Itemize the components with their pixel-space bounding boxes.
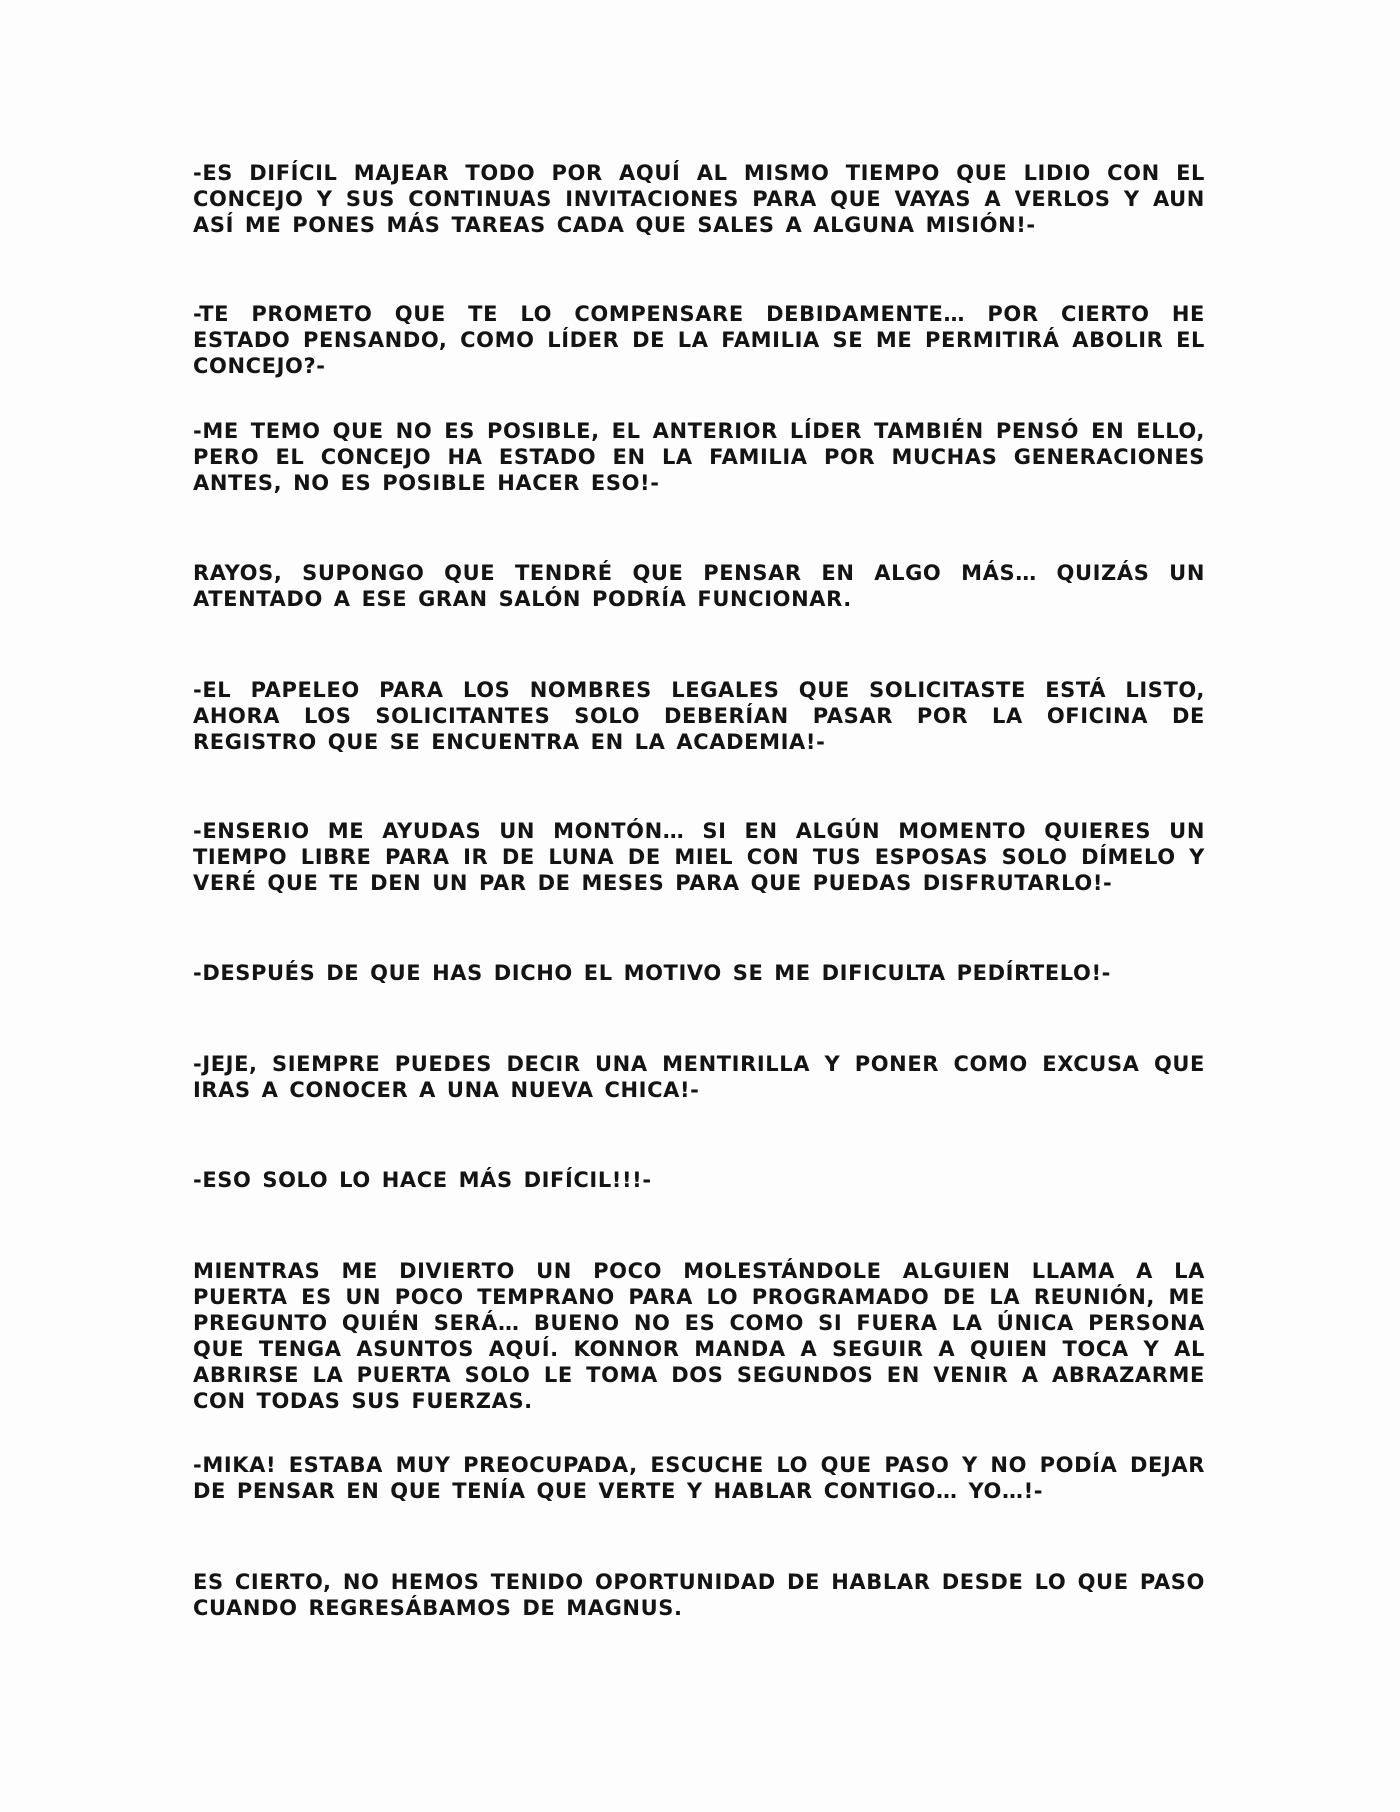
paragraph-10: MIENTRAS ME DIVIERTO UN POCO MOLESTÁNDOLE ALGUIEN LLAMA A LA PUERTA ES UN POCO TEMPRANO PARA LO PROGRAMADO DE LA REUNIÓN, ME PREGUNTO QUIÉN SERÁ… BUENO NO ES COMO SI FUERA LA ÚNICA PERSONA QUE TENGA ASUNTOS AQUÍ. KONNOR MANDA A SEGUIR A QUIEN TOCA Y AL ABRIRSE LA PUERTA SOLO LE TOMA DOS SEGUNDOS EN VENIR A ABRAZARME CON TODAS SUS FUERZAS. [193, 1259, 1205, 1413]
paragraph-2: -TE PROMETO QUE TE LO COMPENSARE DEBIDAMENTE… POR CIERTO HE ESTADO PENSANDO, COMO LÍDER DE LA FAMILIA SE ME PERMITIRÁ ABOLIR EL CONCEJO?- [193, 302, 1205, 378]
paragraph-6: -ENSERIO ME AYUDAS UN MONTÓN… SI EN ALGÚN MOMENTO QUIERES UN TIEMPO LIBRE PARA IR DE LUNA DE MIEL CON TUS ESPOSAS SOLO DÍMELO Y VERÉ QUE TE DEN UN PAR DE MESES PARA QUE PUEDAS DISFRUTARLO!- [193, 819, 1205, 895]
paragraph-12: ES CIERTO, NO HEMOS TENIDO OPORTUNIDAD DE HABLAR DESDE LO QUE PASO CUANDO REGRESÁBAMOS DE MAGNUS. [193, 1570, 1205, 1620]
paragraph-11: -MIKA! ESTABA MUY PREOCUPADA, ESCUCHE LO QUE PASO Y NO PODÍA DEJAR DE PENSAR EN QUE TENÍA QUE VERTE Y HABLAR CONTIGO… YO…!- [193, 1453, 1205, 1503]
paragraph-5: -EL PAPELEO PARA LOS NOMBRES LEGALES QUE SOLICITASTE ESTÁ LISTO, AHORA LOS SOLICITANTES SOLO DEBERÍAN PASAR POR LA OFICINA DE REGISTRO QUE SE ENCUENTRA EN LA ACADEMIA!- [193, 678, 1205, 754]
paragraph-4: RAYOS, SUPONGO QUE TENDRÉ QUE PENSAR EN ALGO MÁS… QUIZÁS UN ATENTADO A ESE GRAN SALÓN PODRÍA FUNCIONAR. [193, 561, 1205, 611]
paragraph-9: -ESO SOLO LO HACE MÁS DIFÍCIL!!!- [193, 1168, 652, 1192]
paragraph-8: -JEJE, SIEMPRE PUEDES DECIR UNA MENTIRILLA Y PONER COMO EXCUSA QUE IRAS A CONOCER A UNA NUEVA CHICA!- [193, 1052, 1205, 1102]
paragraph-3: -ME TEMO QUE NO ES POSIBLE, EL ANTERIOR LÍDER TAMBIÉN PENSÓ EN ELLO, PERO EL CONCEJO HA ESTADO EN LA FAMILIA POR MUCHAS GENERACIONES ANTES, NO ES POSIBLE HACER ESO!- [193, 419, 1205, 495]
paragraph-1: -ES DIFÍCIL MAJEAR TODO POR AQUÍ AL MISMO TIEMPO QUE LIDIO CON EL CONCEJO Y SUS CONTINUAS INVITACIONES PARA QUE VAYAS A VERLOS Y AUN ASÍ ME PONES MÁS TAREAS CADA QUE SALES A ALGUNA MISIÓN!- [193, 161, 1205, 237]
paragraph-7: -DESPUÉS DE QUE HAS DICHO EL MOTIVO SE ME DIFICULTA PEDÍRTELO!- [193, 961, 1111, 985]
